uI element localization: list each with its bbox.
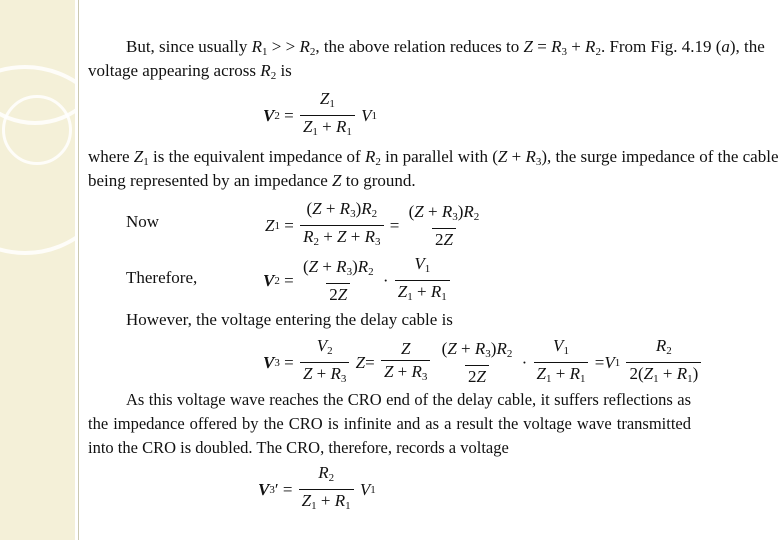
paragraph-cro: As this voltage wave reaches the CRO end of the delay cable, it suffers reflections as the impedance offered by the CRO is infinite and as a result the voltage wave transmitted into the CRO is doubled. The CRO, therefore, records a voltage xyxy=(88,390,691,457)
where-line-1: where $Z_1$ is the equivalent impedance of $R_2$ in parallel with $(Z + R_3)$, the surge impedance of the cable xyxy=(88,147,779,168)
decorative-ring xyxy=(2,95,72,165)
label-however: However, the voltage entering the delay cable is xyxy=(126,310,453,329)
equation-v3-prime: V 3 ′ = $\frac{R_2}{Z_1 + R_1}$ V 1 xyxy=(258,462,376,517)
label-therefore: Therefore, xyxy=(126,268,198,287)
where-line-2: being represented by an impedance Z to ground. xyxy=(88,171,416,190)
label-now: Now xyxy=(126,212,160,231)
decorative-sidebar xyxy=(0,0,75,540)
sidebar-divider xyxy=(78,0,79,540)
intro-line-1: But, since usually $R_1$ > > $R_2$, the above relation reduces to $Z = R_3 + R_2$. From Fig. 4.19 (a), the xyxy=(126,37,765,58)
equation-v2-expanded: V 2 = $\frac{(Z + R_3)R_2}{2Z}$ · $\frac{V_1}{Z_1 + R_1}$ xyxy=(263,253,452,308)
equation-v2: V 2 = $\frac{Z_1}{Z_1 + R_1}$ V 1 xyxy=(263,88,377,143)
equation-v3: V 3 = $\frac{V_2}{Z + R_3}$ Z = $\frac{Z}{Z + R_3}$ $\frac{(Z + R_3)R_2}{2Z}$ · $\frac{V_1}{Z_1 + R_1}$ = V 1 $\frac{R_2}{2(Z_1 + R_1)}$ xyxy=(263,335,703,390)
equation-z1: Z 1 = $\frac{(Z + R_3)R_2}{R_2 + Z + R_3}$ = $\frac{(Z + R_3)R_2}{2Z}$ xyxy=(265,198,484,253)
intro-line-2: voltage appearing across $R_2$ is xyxy=(88,61,292,82)
